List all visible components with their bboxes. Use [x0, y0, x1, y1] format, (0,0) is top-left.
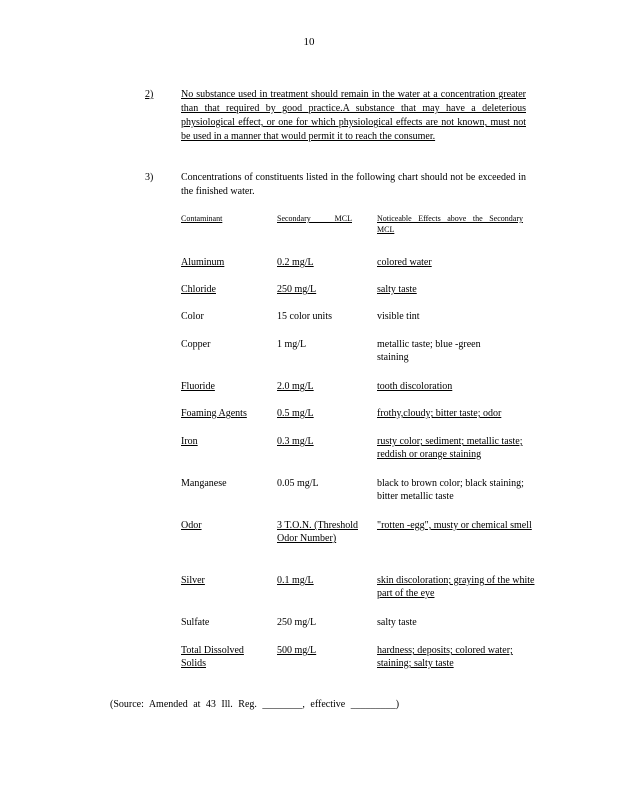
contaminant-cell: Odor — [181, 520, 202, 531]
source-note: (Source: Amended at 43 Ill. Reg. ________, effective _________) — [110, 699, 400, 710]
mcl-cell: 500 mg/L — [277, 645, 317, 656]
item-3-number: 3) — [145, 172, 154, 183]
contaminant-cell: Foaming Agents — [181, 408, 247, 419]
mcl-cell: 0.1 mg/L — [277, 575, 314, 586]
effects-cell: tooth discoloration — [377, 381, 453, 392]
contaminant-cell: Sulfate — [181, 617, 210, 628]
header-contaminant: Contaminant — [181, 214, 223, 223]
mcl-cell: 0.2 mg/L — [277, 257, 314, 268]
contaminant-cell: Copper — [181, 339, 211, 350]
contaminant-cell: Color — [181, 311, 204, 322]
mcl-cell: 3 T.O.N. (Threshold Odor Number) — [277, 520, 359, 544]
effects-cell: skin discoloration; graying of the white part of the eye — [377, 575, 535, 599]
page-number: 10 — [303, 36, 315, 48]
mcl-cell: 250 mg/L — [277, 284, 317, 295]
effects-cell: rusty color; sediment; metallic taste; reddish or orange staining — [377, 436, 523, 460]
mcl-cell: 0.5 mg/L — [277, 408, 314, 419]
item-2-number: 2) — [145, 89, 154, 100]
mcl-cell: 15 color units — [277, 311, 332, 322]
effects-cell: black to brown color; black staining; bitter metallic taste — [377, 478, 524, 502]
header-noticeable-effects: Noticeable Effects above the Secondary MCL — [377, 214, 523, 234]
contaminant-cell: Iron — [181, 436, 198, 447]
contaminant-cell: Fluoride — [181, 381, 215, 392]
contaminant-cell: Aluminum — [181, 257, 225, 268]
mcl-cell: 250 mg/L — [277, 617, 317, 628]
effects-cell: hardness; deposits; colored water; staining; salty taste — [377, 645, 513, 669]
header-secondary-mcl: Secondary MCL — [277, 214, 352, 223]
contaminant-cell: Total Dissolved Solids — [181, 645, 244, 669]
mcl-cell: 0.05 mg/L — [277, 478, 319, 489]
mcl-cell: 1 mg/L — [277, 339, 307, 350]
effects-cell: visible tint — [377, 311, 420, 322]
effects-cell: salty taste — [377, 284, 417, 295]
mcl-cell: 0.3 mg/L — [277, 436, 314, 447]
effects-cell: salty taste — [377, 617, 417, 628]
effects-cell: frothy,cloudy; bitter taste; odor — [377, 408, 502, 419]
effects-cell: colored water — [377, 257, 432, 268]
effects-cell: metallic taste; blue -green staining — [377, 339, 481, 363]
contaminant-cell: Manganese — [181, 478, 227, 489]
contaminant-cell: Silver — [181, 575, 205, 586]
contaminant-cell: Chloride — [181, 284, 216, 295]
item-2-text: No substance used in treatment should remain in the water at a concentration greater than that required by good practice.A substance that may have a deleterious physiological effect, or one for which physiological effects are not known, must not be used in a manner that would permit it to reach the consumer. — [181, 89, 526, 142]
mcl-cell: 2.0 mg/L — [277, 381, 314, 392]
item-3-text: Concentrations of constituents listed in the following chart should not be exceeded in the finished water. — [181, 172, 526, 197]
effects-cell: "rotten -egg", musty or chemical smell — [377, 520, 532, 531]
